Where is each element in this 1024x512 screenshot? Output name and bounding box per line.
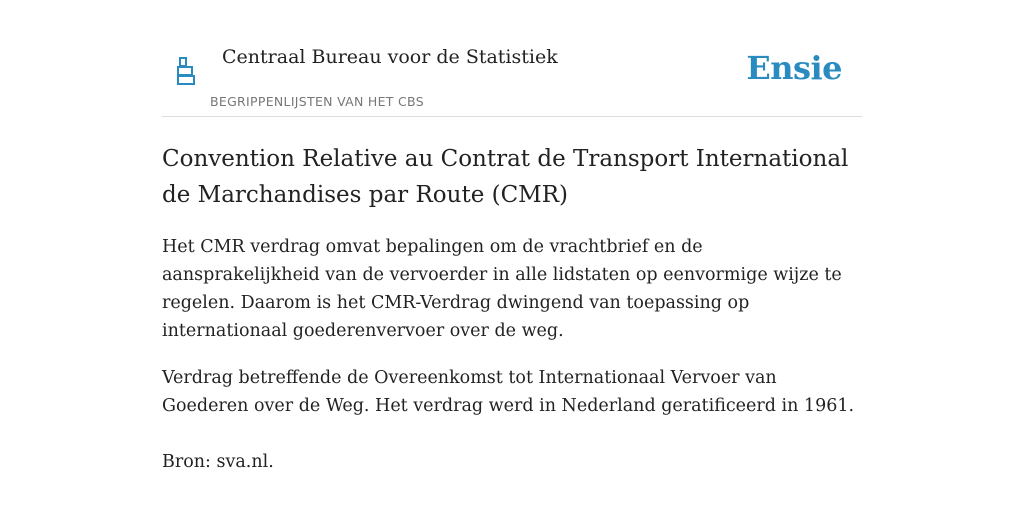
page-container [162,0,862,476]
glossary-subtitle[interactable]: BEGRIPPENLIJSTEN VAN HET CBS [210,94,424,109]
definition-paragraph: Verdrag betreffende de Overeenkomst tot Internationaal Vervoer van Goederen over de Weg. Het verdrag werd in Nederland geratificeerd in 1961. [162,368,855,416]
organization-name[interactable]: Centraal Bureau voor de Statistiek [222,46,558,68]
definition-paragraph: Het CMR verdrag omvat bepalingen om de vrachtbrief en de aansprakelijkheid van de vervoerder in alle lidstaten op eenvormige wijze te regelen. Daarom is het CMR-Verdrag dwingend van toepassing op internationaal goederenvervoer over de weg. [162,237,842,341]
source-citation: Bron: sva.nl. [162,452,274,472]
brand-logo[interactable]: Ensie [746,49,842,87]
header [162,0,862,117]
page-title: Convention Relative au Contrat de Transport International de Marchandises par Route (CMR) [162,146,849,208]
cbs-logo-icon[interactable] [176,57,196,85]
